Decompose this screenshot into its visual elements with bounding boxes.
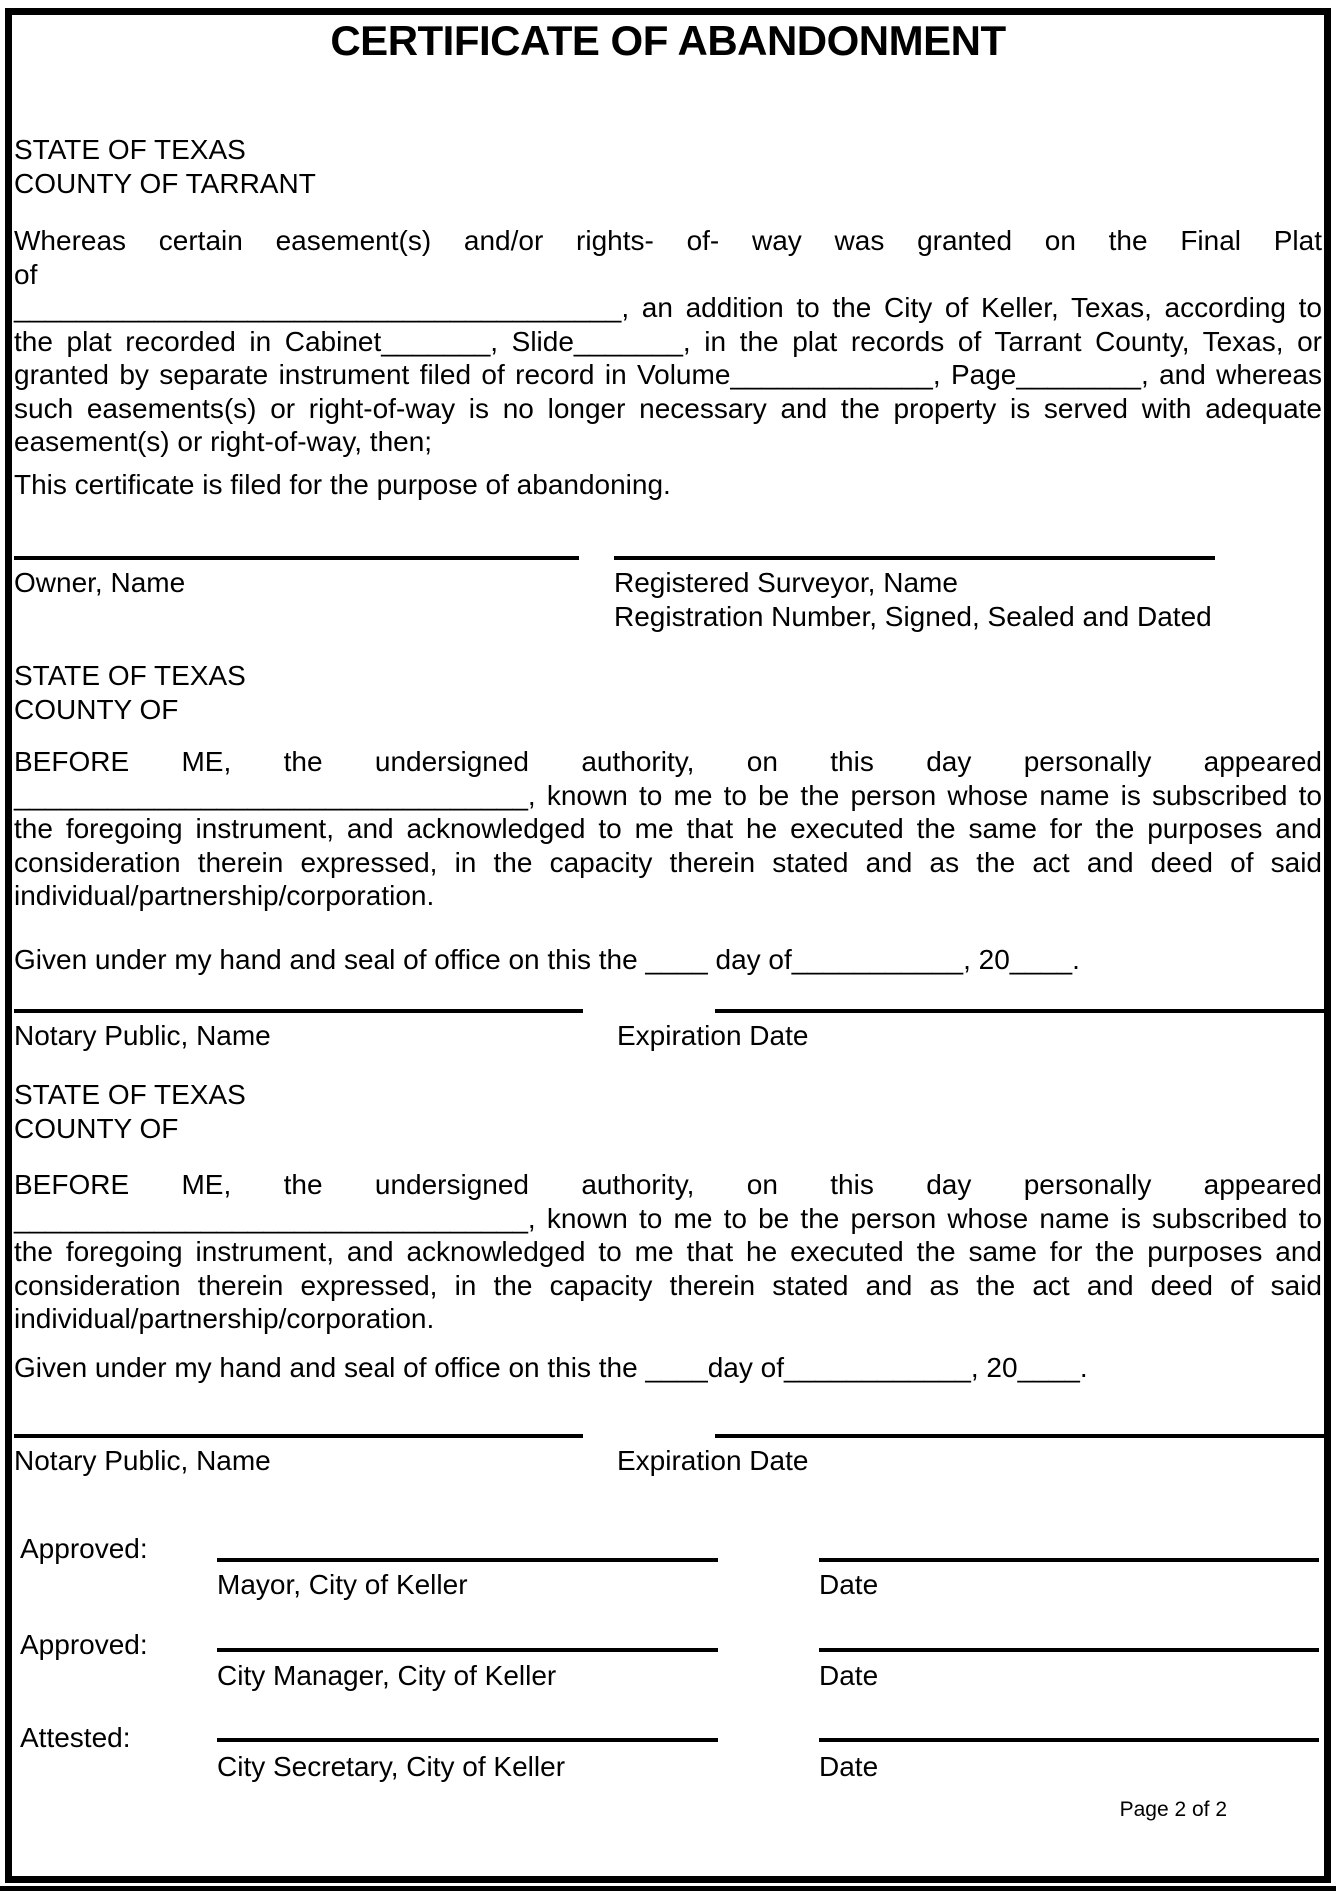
- signer-signature-line: [217, 1648, 718, 1652]
- signer-label: Mayor, City of Keller: [217, 1569, 468, 1600]
- surveyor-signature-line: [614, 556, 1215, 560]
- notary-acknowledgment-1: [14, 745, 1322, 913]
- date-line: [819, 1558, 1319, 1562]
- approval-action-label: Attested:: [20, 1722, 131, 1753]
- paragraph-line: _______________________________________, an addition to the City of Keller, Texas, according to: [14, 292, 1322, 323]
- notary-signature-line-1: [14, 1009, 583, 1013]
- given-under-hand-line-1: Given under my hand and seal of office on this the ____ day of___________, 20____.: [14, 944, 1080, 975]
- paragraph-line: consideration therein expressed, in the capacity therein stated and as the act and deed of said: [14, 846, 1322, 878]
- date-label: Date: [819, 1660, 879, 1691]
- county-line: COUNTY OF: [14, 1112, 179, 1144]
- surveyor-registration-label: Registration Number, Signed, Sealed and Dated: [614, 600, 1212, 632]
- signer-label: City Secretary, City of Keller: [217, 1751, 566, 1782]
- page-number: Page 2 of 2: [1119, 1798, 1227, 1821]
- signer-signature-line: [217, 1738, 718, 1742]
- owner-name-label: Owner, Name: [14, 567, 186, 598]
- date-line: [819, 1738, 1319, 1742]
- signer-signature-line: [217, 1558, 718, 1562]
- paragraph-line: consideration therein expressed, in the capacity therein stated and as the act and deed of said: [14, 1269, 1322, 1301]
- paragraph-line: individual/partnership/corporation.: [14, 880, 435, 911]
- approval-action-label: Approved:: [20, 1629, 148, 1660]
- surveyor-label-block: [614, 566, 1324, 633]
- paragraph-line: of: [14, 258, 38, 290]
- state-line: STATE OF TEXAS: [14, 1079, 246, 1110]
- filing-statement: This certificate is filed for the purpose of abandoning.: [14, 469, 671, 500]
- jurisdiction-block-1: [14, 133, 1322, 200]
- state-line: STATE OF TEXAS: [14, 134, 246, 165]
- paragraph-line: such easements(s) or right-of-way is no longer necessary and the property is served with adequate: [14, 392, 1322, 424]
- given-under-hand-line-2: Given under my hand and seal of office on this the ____day of____________, 20____.: [14, 1352, 1088, 1383]
- state-line: STATE OF TEXAS: [14, 660, 246, 691]
- paragraph-line: granted by separate instrument filed of record in Volume_____________, Page________, and whereas: [14, 359, 1322, 390]
- paragraph-line: the foregoing instrument, and acknowledged to me that he executed the same for the purposes and: [14, 813, 1322, 844]
- paragraph-line: Whereas certain easement(s) and/or rights- of- way was granted on the Final Plat: [14, 225, 1322, 256]
- notary-public-label-1: Notary Public, Name: [14, 1020, 271, 1051]
- expiration-date-line-1: [715, 1009, 1325, 1013]
- document-title: CERTIFICATE OF ABANDONMENT: [330, 17, 1006, 64]
- owner-signature-line: [14, 556, 579, 560]
- jurisdiction-block-3: [14, 1078, 1322, 1145]
- expiration-date-label-2: Expiration Date: [617, 1445, 809, 1476]
- date-label: Date: [819, 1751, 879, 1782]
- paragraph-line: individual/partnership/corporation.: [14, 1303, 435, 1334]
- expiration-date-label-1: Expiration Date: [617, 1020, 809, 1051]
- paragraph-line: the plat recorded in Cabinet_______, Slide_______, in the plat records of Tarrant County, Texas, or: [14, 325, 1322, 357]
- date-line: [819, 1648, 1319, 1652]
- paragraph-line: the foregoing instrument, and acknowledged to me that he executed the same for the purposes and: [14, 1236, 1322, 1267]
- paragraph-line: _________________________________, known to me to be the person whose name is subscribed to: [14, 1202, 1322, 1234]
- paragraph-line: easement(s) or right-of-way, then;: [14, 426, 433, 457]
- notary-signature-line-2: [14, 1434, 583, 1438]
- paragraph-line: BEFORE ME, the undersigned authority, on this day personally appeared: [14, 746, 1322, 777]
- notary-public-label-2: Notary Public, Name: [14, 1445, 271, 1476]
- surveyor-name-label: Registered Surveyor, Name: [614, 567, 958, 598]
- approval-action-label: Approved:: [20, 1533, 148, 1564]
- notary-acknowledgment-2: [14, 1168, 1322, 1336]
- paragraph-line: _________________________________, known to me to be the person whose name is subscribed to: [14, 779, 1322, 811]
- next-page-edge: [0, 1886, 1336, 1891]
- jurisdiction-block-2: [14, 659, 1322, 726]
- county-line: COUNTY OF: [14, 693, 179, 725]
- signer-label: City Manager, City of Keller: [217, 1660, 557, 1691]
- date-label: Date: [819, 1569, 879, 1600]
- paragraph-line: BEFORE ME, the undersigned authority, on this day personally appeared: [14, 1169, 1322, 1200]
- whereas-paragraph: [14, 224, 1322, 459]
- county-line: COUNTY OF TARRANT: [14, 167, 316, 199]
- expiration-date-line-2: [715, 1434, 1325, 1438]
